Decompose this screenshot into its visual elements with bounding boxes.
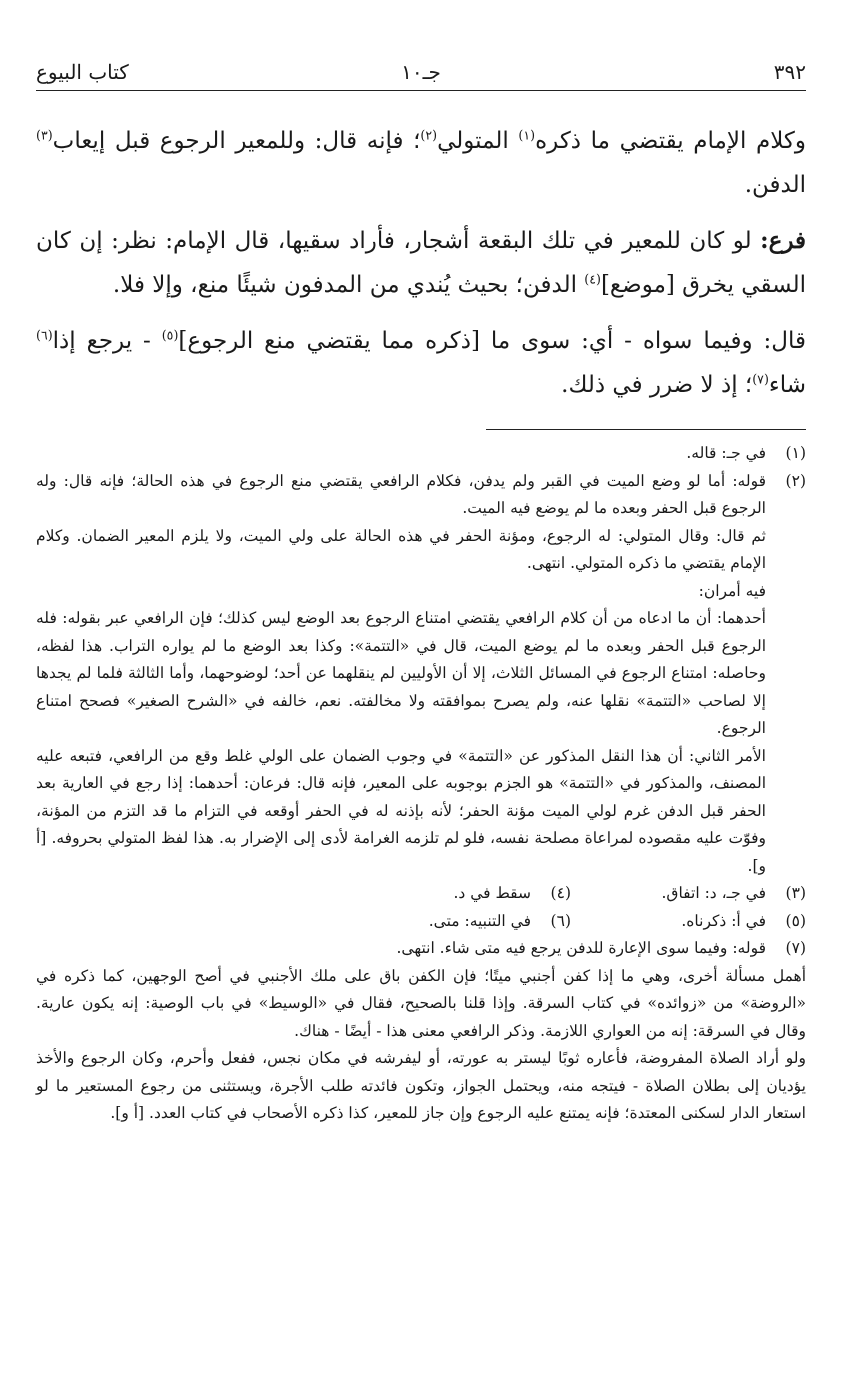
text-segment: وكلام الإمام يقتضي ما ذكره <box>535 128 806 154</box>
footnote-text: في التنبيه: متى. <box>428 911 531 930</box>
volume-label: جـ١٠ <box>401 60 441 84</box>
footnotes <box>36 440 806 1128</box>
footnote-number: (٢) <box>785 471 806 490</box>
footnote-ref[interactable]: (٣) <box>36 127 53 143</box>
text-segment: ؛ فإنه قال: وللمعير الرجوع قبل إيعاب <box>52 128 421 154</box>
footnote-2 <box>36 468 806 881</box>
footnote-4 <box>336 880 571 908</box>
footnote-1 <box>36 440 806 468</box>
footnote-ref[interactable]: (٧) <box>752 371 769 387</box>
footnote-ref[interactable]: (١) <box>518 127 536 143</box>
page-number: ٣٩٢ <box>773 60 806 84</box>
footnote-number: (٦) <box>550 911 571 930</box>
main-paragraph-2 <box>36 219 806 307</box>
main-paragraph-1 <box>36 119 806 207</box>
text-segment: الدفن؛ بحيث يُندي من المدفون شيئًا منع، وإلا فلا. <box>112 272 577 298</box>
text-segment: - يرجع إذا <box>52 328 151 354</box>
footnote-3 <box>571 880 806 908</box>
footnote-7 <box>36 935 806 963</box>
footnote-number: (٤) <box>550 884 571 902</box>
footnote-text: ثم قال: وقال المتولي: له الرجوع، ومؤنة الحفر في هذه الحالة على ولي الميت، ولا يلزم المعير الضمان. وكلام الإمام يقتضي ما ذكره المتولي. انتهى. <box>36 526 766 572</box>
footnote-text: سقط في د. <box>453 884 531 902</box>
footnote-text: قوله: أما لو وضع الميت في القبر ولم يدفن، فكلام الرافعي يقتضي منع الرجوع في هذه الحالة؛ فإنه قال: وله الرجوع قبل الحفر وبعده ما لم يوضع فيه الميت. <box>36 471 766 517</box>
footnote-5 <box>571 908 806 936</box>
footnote-ref[interactable]: (٤) <box>584 271 601 287</box>
footnote-row <box>36 908 806 936</box>
text-segment: المتولي <box>437 128 509 154</box>
footnote-number: (٥) <box>785 911 806 930</box>
footnote-number: (٧) <box>785 939 806 957</box>
footnote-continuation <box>36 963 806 1128</box>
text-segment: الدفن. <box>744 172 806 198</box>
footnote-number: (٣) <box>785 884 806 902</box>
footnote-text: في جـ: قاله. <box>686 444 766 462</box>
branch-label: فرع: <box>760 227 807 254</box>
footnote-ref[interactable]: (٢) <box>420 127 438 143</box>
footnote-text: الأمر الثاني: أن هذا النقل المذكور عن «التتمة» في وجوب الضمان على الولي غلط وقع من الرافعي، فتبعه عليه المصنف، والمذكور في «التتمة» هو الجزم بوجوبه على المعير، فإنه قال: فرعان: أحدهما: إذا رجع في العارية بعد الحفر قبل الدفن غرم لولي الميت مؤنة الحفر؛ لأنه بإذنه له في الحفر أوقعه في التزام ما قد التزم من المؤنة، وفوّت عليه مقصوده لمراعاة مصلحة نفسه، فلو لم تلزمه الغرامة لأدى إلى الإضرار به. هذا لفظ المتولي بحروفه. [أ و]. <box>36 746 766 875</box>
page-header <box>36 58 806 91</box>
footnote-text: في جـ، د: اتفاق. <box>661 884 766 902</box>
footnote-text: أهمل مسألة أخرى، وهي ما إذا كفن أجنبي ميتًا؛ فإن الكفن باق على ملك الأجنبي في أصح الوجهين، كما ذكره في «الروضة» من «زوائده» في كتاب السرقة. وإذا قلنا بالصحيح، فقال في «الوسيط» في باب الوصية: إنه يكون عارية. وقال في السرقة: إنه من العواري اللازمة. وذكر الرافعي معنى هذا - أيضًا - هناك. <box>36 966 806 1040</box>
text-segment: لو كان للمعير في تلك البقعة أشجار، فأراد سقيها، قال الإمام: نظر: إن كان السقي يخرق [موضع] <box>36 228 806 298</box>
footnote-text: في أ: ذكرناه. <box>681 911 766 930</box>
footnote-ref[interactable]: (٦) <box>36 327 53 343</box>
footnote-text: أحدهما: أن ما ادعاه من أن كلام الرافعي يقتضي امتناع الرجوع بعد الوضع ليس كذلك؛ فإن الرافعي عبر بقوله: فله الرجوع قبل الحفر وبعده ما لم يوضع الميت، قال في «التتمة»: وكذا بعد الوضع ما لم يواره التراب. هذا لفظه، وحاصله: امتناع الرجوع في المسائل الثلاث، إلا أن الأوليين لم ينقلهما عن أحد؛ لوضوحهما، وأما الثالثة فلما لم يجدها إلا لصاحب «التتمة» نقلها عنه، ولم يصرح بموافقته ولا مخالفته. نعم، خالفه في «الشرح الصغير» فصحح امتناع الرجوع. <box>36 609 766 737</box>
book-page <box>36 58 806 1128</box>
footnote-ref[interactable]: (٥) <box>161 327 179 343</box>
main-text <box>36 119 806 407</box>
footnote-6 <box>336 908 571 936</box>
footnote-row <box>36 880 806 908</box>
footnote-text: فيه أمران: <box>698 581 766 600</box>
book-title: كتاب البيوع <box>36 60 129 84</box>
footnote-text: قوله: وفيما سوى الإعارة للدفن يرجع فيه متى شاء. انتهى. <box>396 939 766 957</box>
text-segment: قال: وفيما سواه - أي: سوى ما [ذكره مما يقتضي منع الرجوع] <box>178 328 807 354</box>
footnote-number: (١) <box>785 444 806 462</box>
footnote-divider <box>486 429 806 430</box>
footnote-text: ولو أراد الصلاة المفروضة، فأعاره ثوبًا ليستر به عورته، أو ليفرشه في مكان نجس، ففعل وأحرم، وكان الرجوع والأخذ يؤديان إلى بطلان الصلاة - فيتجه منه، ويحتمل الجواز، وتكون فائدته طلب الأجرة، ويستثنى من رجوع المستعير ما لو استعار الدار لسكنى المعتدة؛ فإنه يمتنع عليه الرجوع وإن جاز للمعير، كذا ذكره الأصحاب في كتاب العدد. [أ و]. <box>36 1049 806 1122</box>
text-segment: شاء <box>768 372 806 398</box>
text-segment: ؛ إذ لا ضرر في ذلك. <box>561 372 753 398</box>
main-paragraph-3 <box>36 319 806 407</box>
